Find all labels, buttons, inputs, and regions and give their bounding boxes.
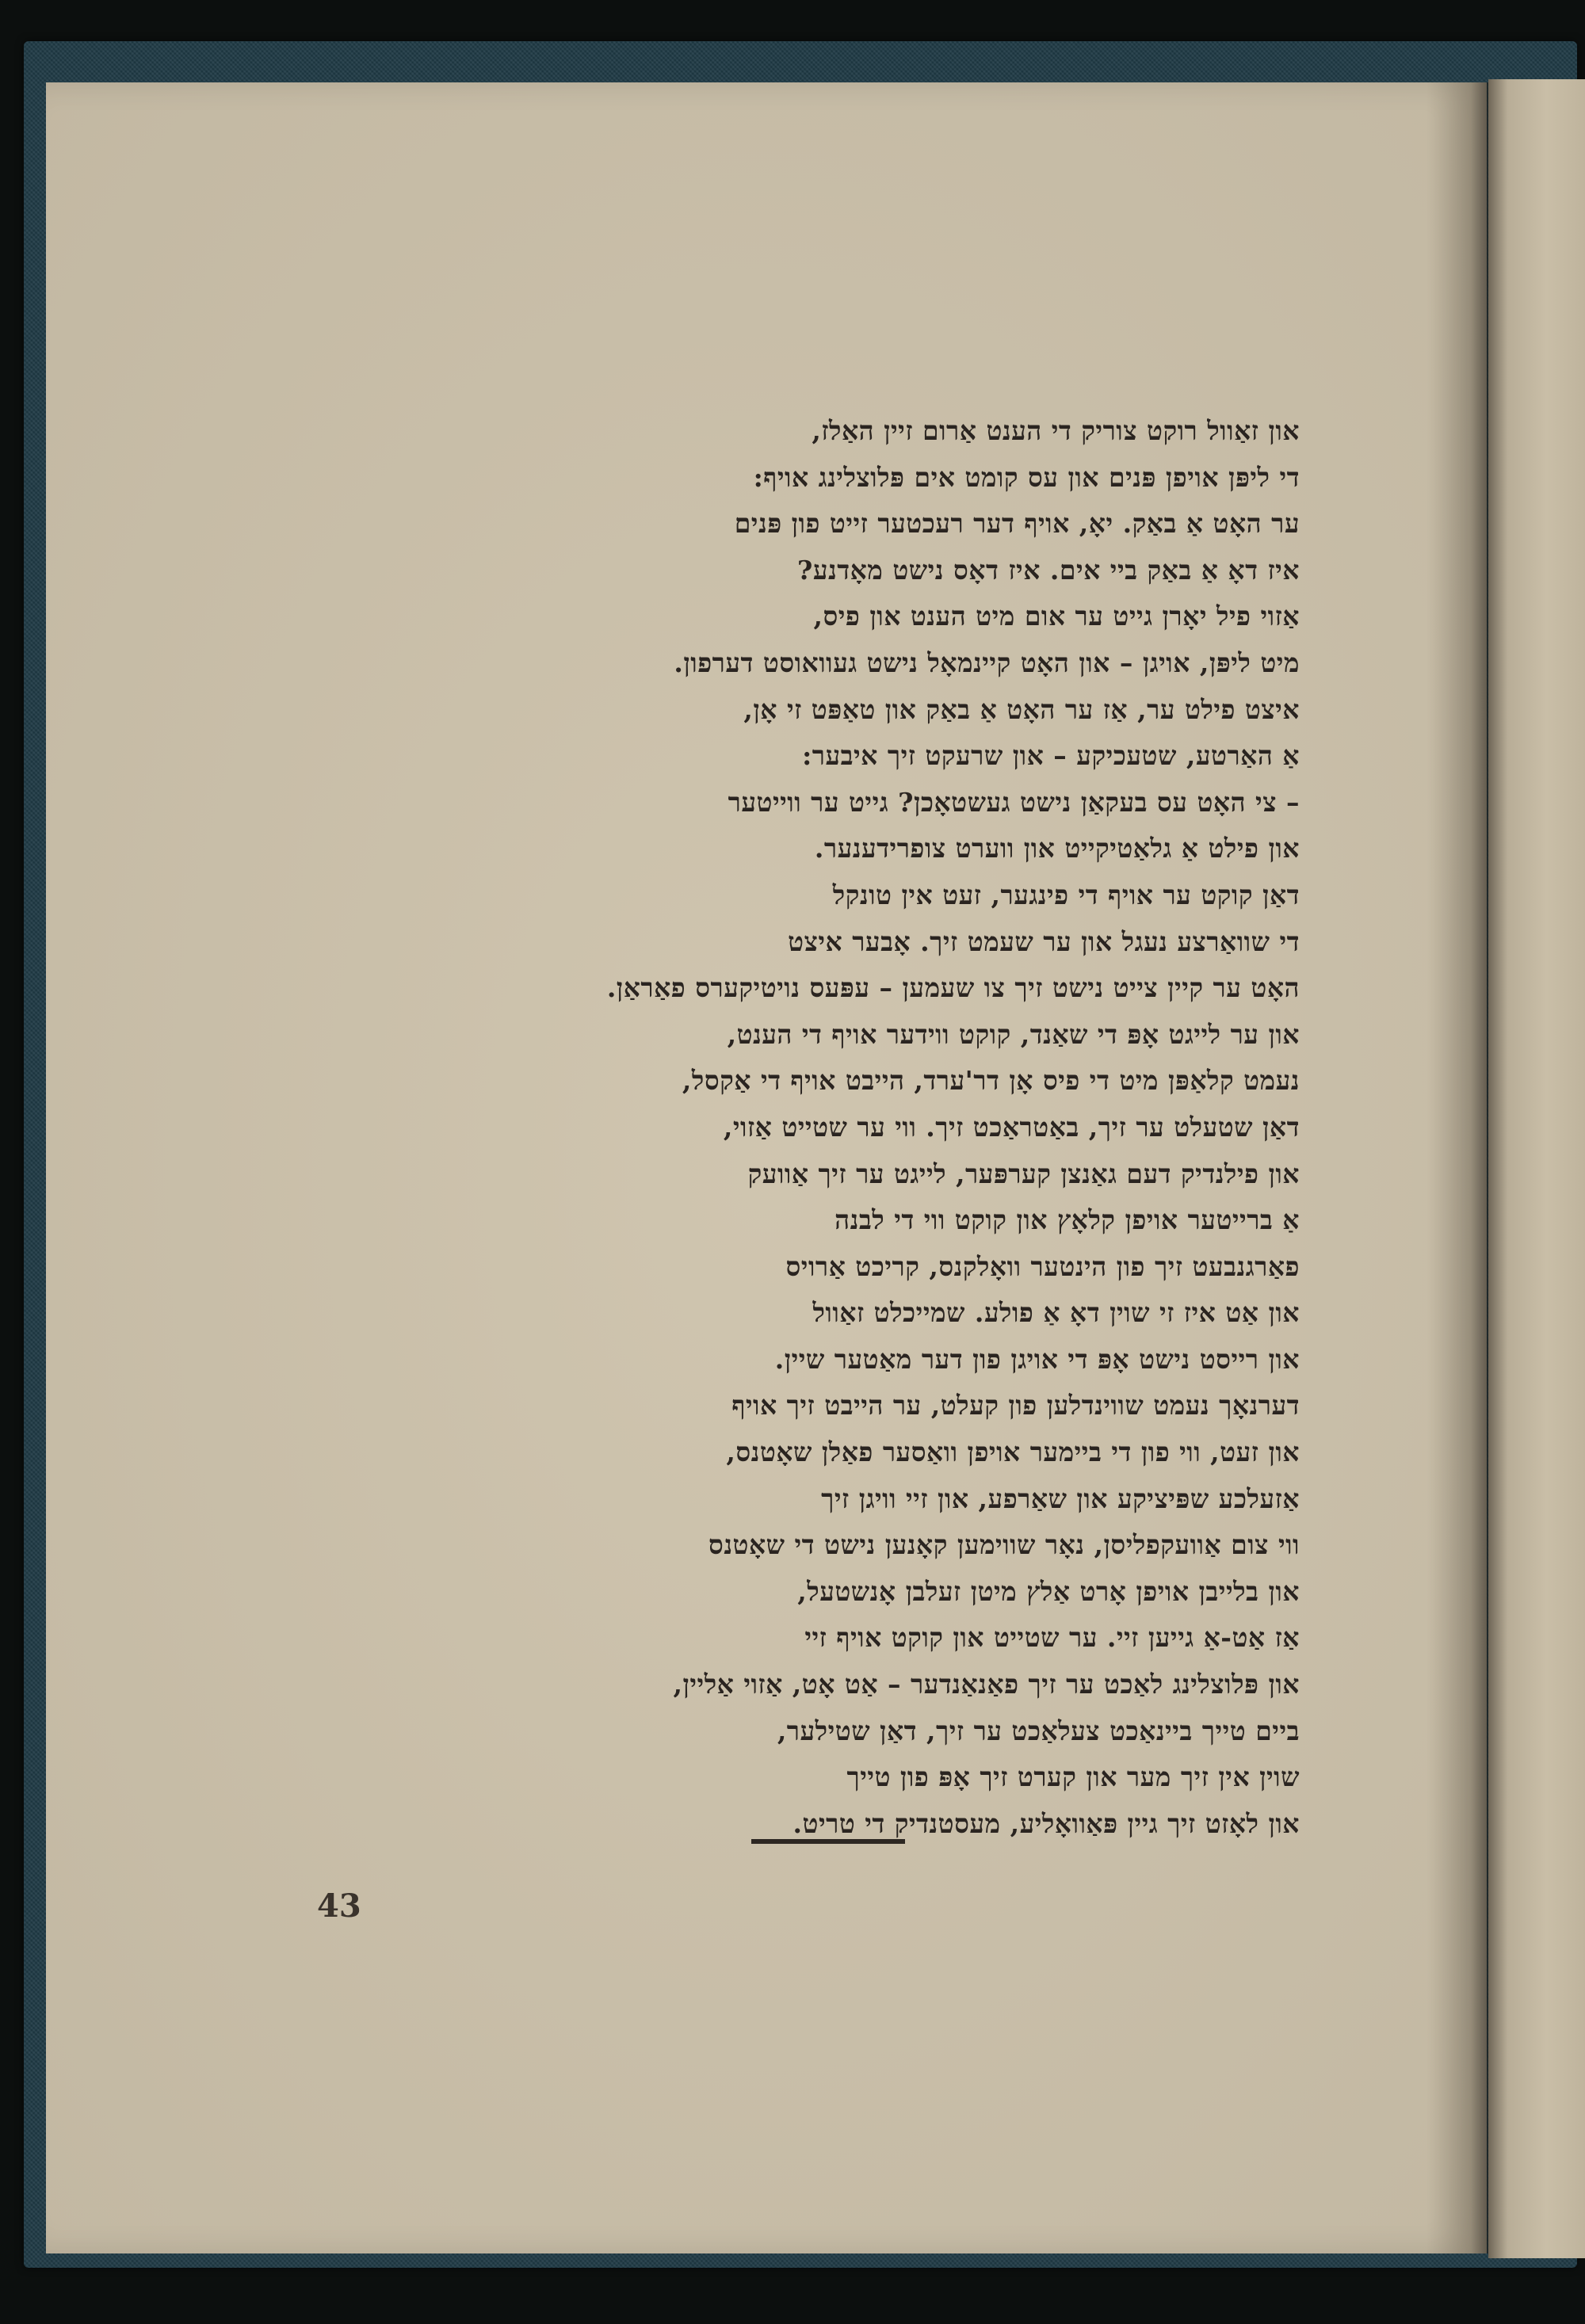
- page-number: 43: [317, 1887, 361, 1925]
- text-line: די ליפּן אויפן פּנים און עס קומט אים פּלוצלינג אויף:: [753, 461, 1300, 493]
- text-line: און זעט, ווי פון די ביימער אויפן וואַסער פאַלן שאָטנס,: [726, 1437, 1300, 1468]
- text-line: און לאָזט זיך גיין פּאַוואָליע, מעסטנדיק די טריט.: [792, 1807, 1300, 1839]
- page-gutter-shadow: [1426, 82, 1490, 2253]
- text-line: ווי צום אַוועקפליסן, נאָר שווימען קאָנען נישט די שאָטנס: [708, 1529, 1300, 1561]
- text-line: – צי האָט עס בעקאַן נישט געשטאָכן? גייט ער ווייטער: [728, 786, 1300, 818]
- text-line: אַ האַרטע, שטעכיקע – און שרעקט זיך איבער:: [802, 740, 1300, 772]
- text-line: איצט פילט ער, אַז ער האָט אַ באַק און טאַפּט זי אָן,: [743, 693, 1300, 725]
- text-line: אַ ברייטער אויפן קלאָץ און קוקט ווי די לבנה: [835, 1204, 1300, 1236]
- text-line: שוין אין זיך מער און קערט זיך אָפּ פון טייך: [846, 1761, 1300, 1793]
- end-rule: [751, 1839, 905, 1844]
- text-line: און פּלוצלינג לאַכט ער זיך פאַנאַנדער – אַט אָט, אַזוי אַליין,: [673, 1669, 1300, 1700]
- text-line: און אַט איז זי שוין דאָ אַ פולע. שמייכלט זאַוול: [812, 1297, 1300, 1329]
- text-line: פאַרגנבעט זיך פון הינטער וואָלקנס, קריכט אַרויס: [785, 1250, 1300, 1282]
- text-line: די שוואַרצע נעגל און ער שעמט זיך. אָבער איצט: [788, 925, 1300, 957]
- text-line: נעמט קלאַפּן מיט די פיס אָן דר'ערד, הייבט אויף די אַקסל,: [682, 1065, 1300, 1097]
- text-line: און זאַוול רוקט צוריק די הענט אַרום זיין האַלז,: [812, 415, 1300, 446]
- text-line: ער האָט אַ באַק. יאָ, אויף דער רעכטער זייט פון פּנים: [734, 508, 1300, 540]
- text-line: ביים טייך ביינאַכט צעלאַכט ער זיך, דאַן שטילער,: [777, 1715, 1300, 1746]
- text-line: האָט ער קיין צייט נישט זיך צו שעמען – עפּעס נויטיקערס פאַראַן.: [606, 972, 1300, 1004]
- text-line: און בלייבן אויפן אָרט אַלץ מיטן זעלבן אָנשטעל,: [797, 1575, 1300, 1607]
- text-line: און ער לייגט אָפּ די שאַנד, קוקט ווידער אויף די הענט,: [727, 1018, 1300, 1050]
- text-line: אַזעלכע שפּיציקע און שאַרפע, און זיי וויגן זיך: [821, 1483, 1300, 1514]
- text-line: אַז אַט-אַ גייען זיי. ער שטייט און קוקט אויף זיי: [804, 1622, 1300, 1654]
- text-line: און רייסט נישט אָפּ די אויגן פון דער מאַטער שיין.: [774, 1343, 1300, 1375]
- poem-text: [301, 408, 1300, 1847]
- text-line: אַזוי פיל יאָרן גייט ער אום מיט הענט און פיס,: [813, 601, 1300, 632]
- text-line: דאַן קוקט ער אויף די פינגער, זעט אין טונקל: [832, 879, 1300, 910]
- text-line: מיט ליפּן, אויגן – און האָט קיינמאָל נישט געוואוסט דערפון.: [674, 647, 1300, 678]
- facing-page-edge: [1488, 79, 1585, 2258]
- text-line: איז דאָ אַ באַק ביי אים. איז דאָס נישט מאָדנע?: [797, 554, 1300, 586]
- text-line: דערנאָך נעמט שווינדלען פון קעלט, ער הייבט זיך אויף: [731, 1390, 1300, 1421]
- text-line: און פילנדיק דעם גאַנצן קערפּער, לייגט ער זיך אַוועק: [747, 1158, 1300, 1189]
- text-line: און פילט אַ גלאַטיקייט און ווערט צופרידענער.: [814, 833, 1300, 864]
- text-line: דאַן שטעלט ער זיך, באַטראַכט זיך. ווי ער שטייט אַזוי,: [723, 1111, 1300, 1143]
